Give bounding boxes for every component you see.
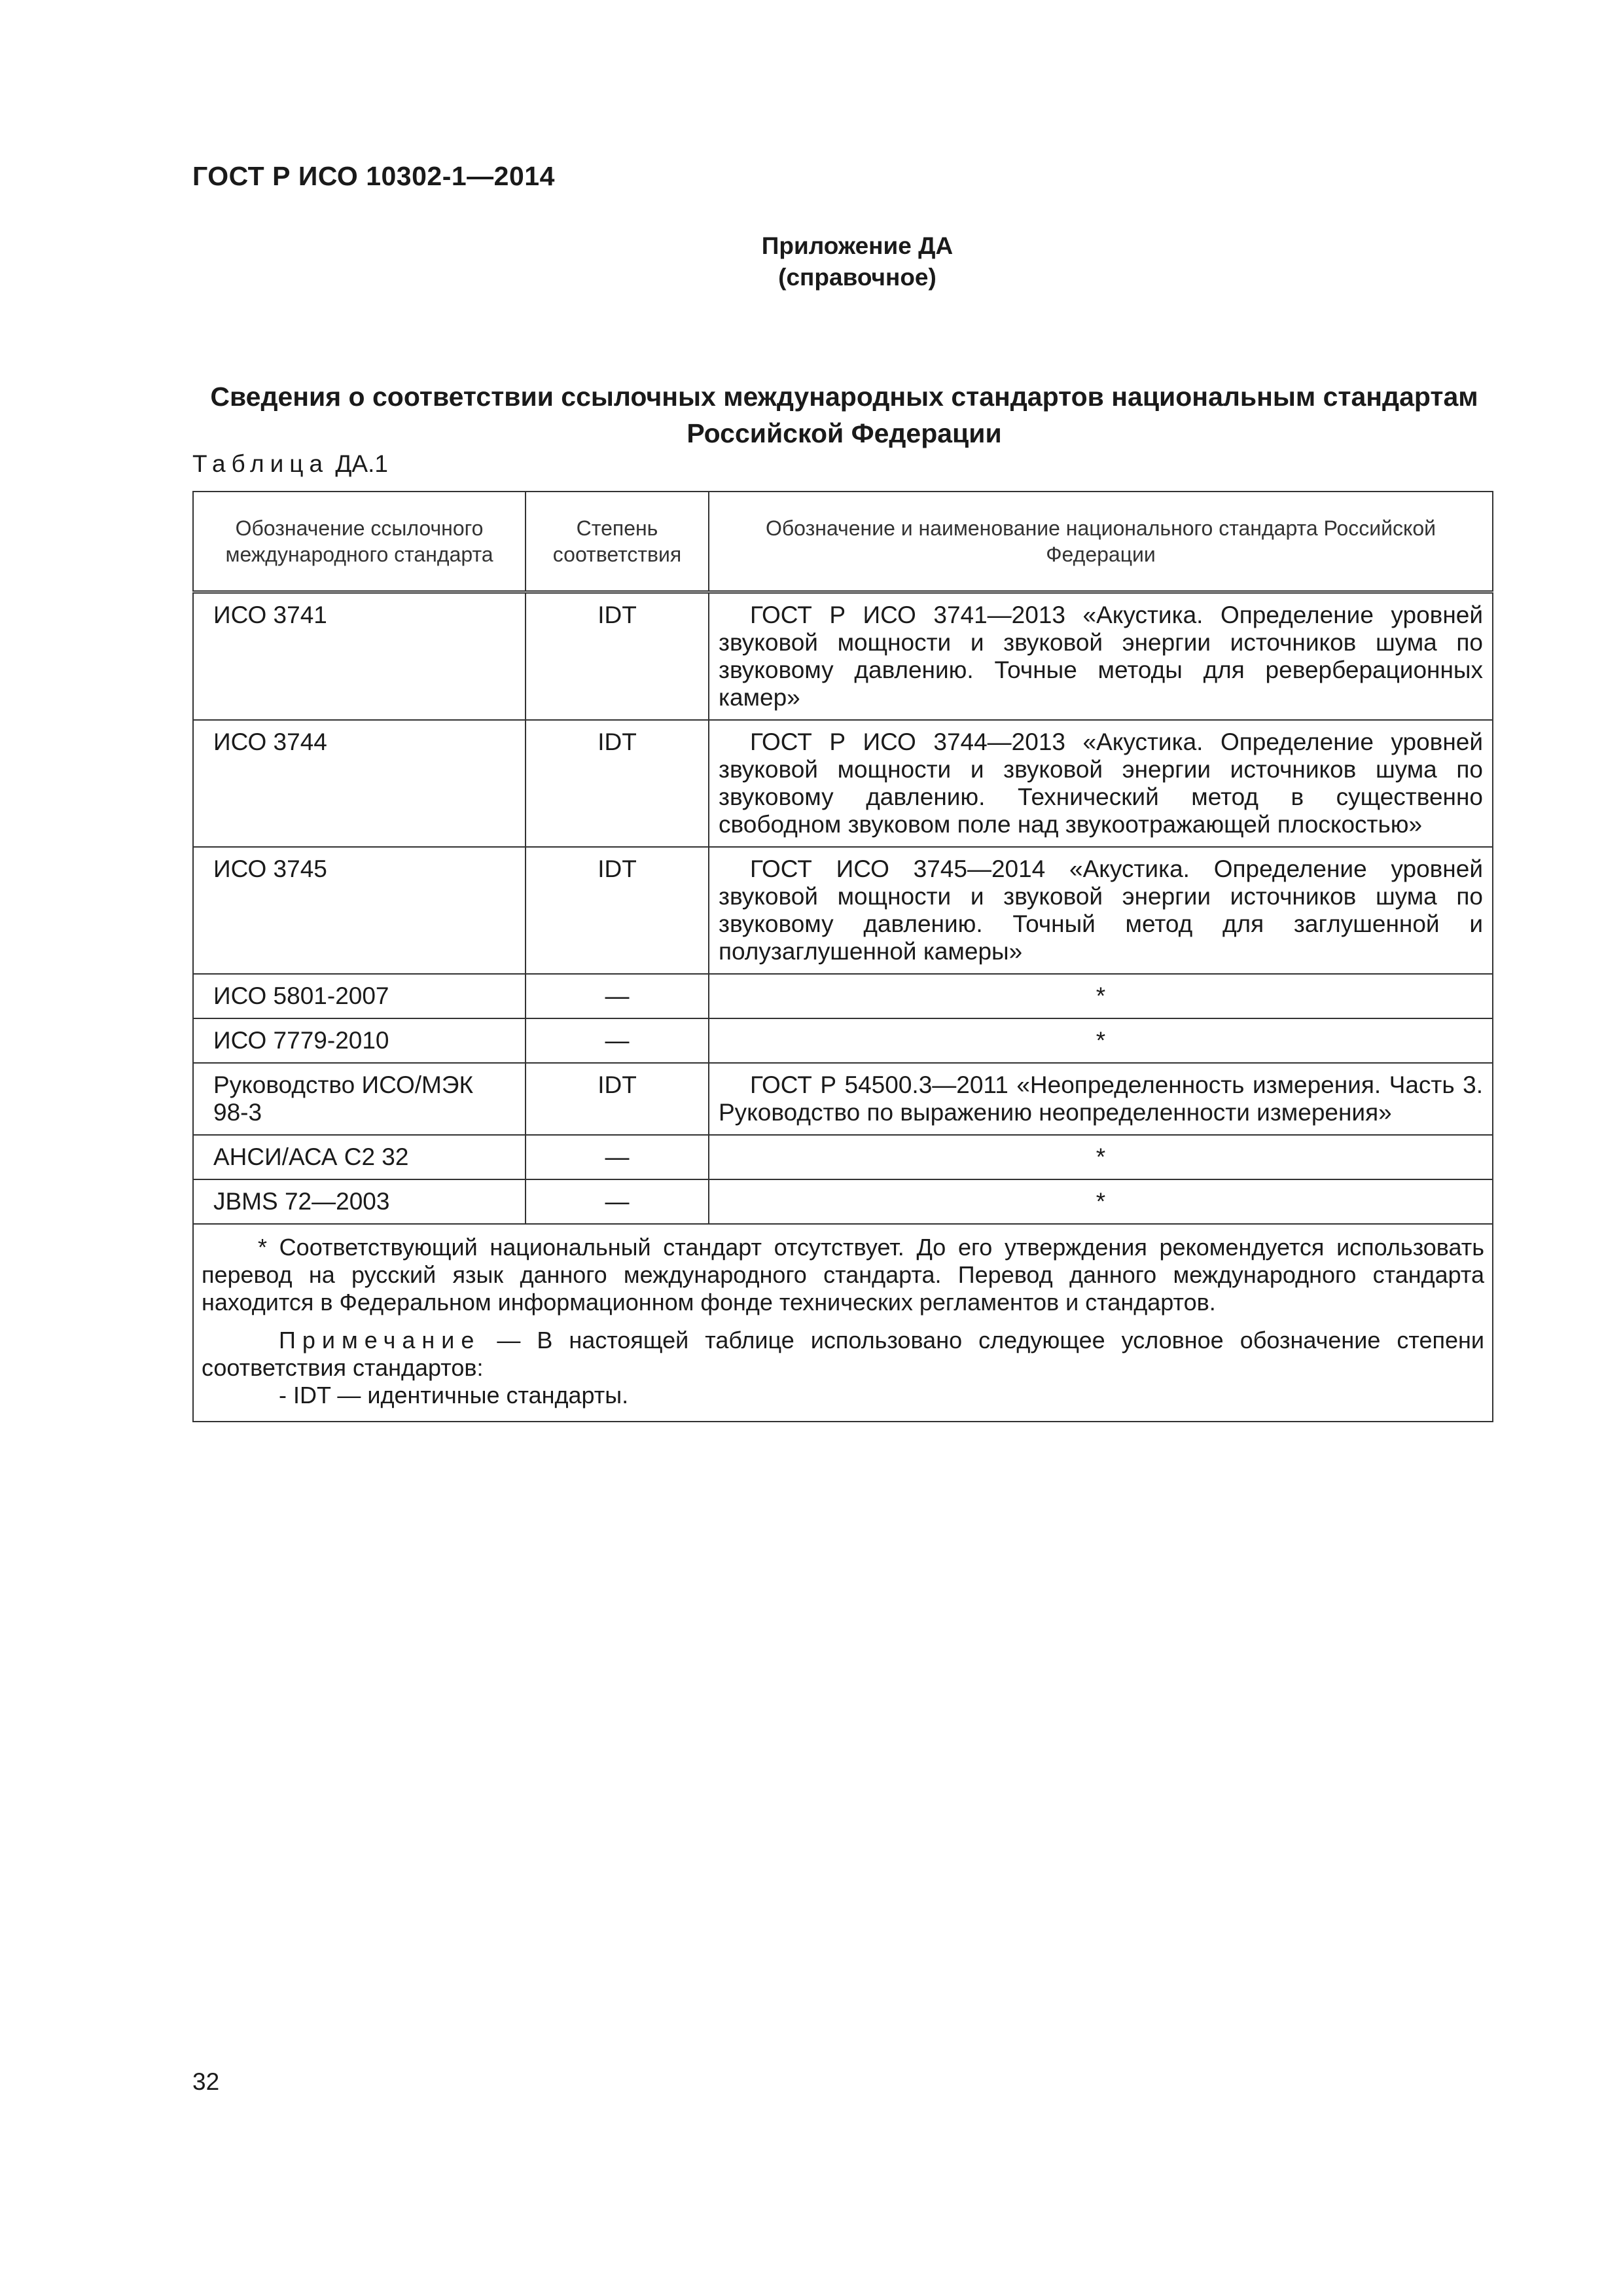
cell-degree: — [526,1179,709,1224]
table-row [193,1018,1493,1063]
table-row [193,974,1493,1018]
cell-degree: IDT [526,720,709,847]
table-header-row [193,492,1493,592]
footnote: * Соответствующий национальный стандарт отсутствует. До его утверждения рекомендуется использовать перевод на русский язык данного международного стандарта. Перевод данного международного стандарта находится в Федеральном информационном фонде технических регламентов и стандартов. [202,1234,1484,1316]
column-header-degree: Степень соответствия [526,492,709,592]
cell-reference: ИСО 5801-2007 [193,974,526,1018]
cell-national: ГОСТ ИСО 3745—2014 «Акустика. Определение уровней звуковой мощности и звуковой энергии источников шума по звуковому давлению. Точный метод для заглушенной и полузаглушенной камеры» [709,847,1493,974]
note-text: — В настоящей таблице использовано следующее условное обозначение степени соответствия стандартов: [202,1327,1484,1381]
appendix-heading [0,230,1623,293]
cell-degree: — [526,1018,709,1063]
table-row [193,720,1493,847]
cell-degree: IDT [526,847,709,974]
table-caption-number: ДА.1 [335,450,388,477]
table-row [193,1063,1493,1135]
appendix-subtitle: (справочное) [778,264,936,291]
cell-reference: ИСО 3744 [193,720,526,847]
cell-reference: ИСО 3741 [193,592,526,721]
cell-degree: IDT [526,1063,709,1135]
column-header-national: Обозначение и наименование национального стандарта Российской Федерации [709,492,1493,592]
appendix-title: Приложение ДА [761,232,954,259]
table-row [193,847,1493,974]
cell-reference: Руководство ИСО/МЭК 98-3 [193,1063,526,1135]
cell-reference: ИСО 3745 [193,847,526,974]
cell-national: * [709,1135,1493,1179]
cell-reference: ИСО 7779-2010 [193,1018,526,1063]
cell-national: ГОСТ Р ИСО 3744—2013 «Акустика. Определение уровней звуковой мощности и звуковой энергии источников шума по звуковому давлению. Технический метод в существенно свободном звуковом поле над звукоотражающей плоскостью» [709,720,1493,847]
cell-national: * [709,1179,1493,1224]
cell-degree: IDT [526,592,709,721]
table-footer-row [193,1224,1493,1422]
cell-reference: JBMS 72—2003 [193,1179,526,1224]
cell-national: ГОСТ Р 54500.3—2011 «Неопределенность измерения. Часть 3. Руководство по выражению неопределенности измерения» [709,1063,1493,1135]
section-title-line-2: Российской Федерации [687,418,1002,448]
document-header: ГОСТ Р ИСО 10302-1—2014 [192,161,555,191]
table-footer [193,1224,1493,1422]
table-row [193,1179,1493,1224]
cell-national: * [709,974,1493,1018]
page-number: 32 [192,2068,220,2095]
column-header-reference: Обозначение ссылочного международного стандарта [193,492,526,592]
note [202,1327,1484,1382]
section-title [192,378,1496,452]
correspondence-table-container [192,491,1492,1422]
cell-degree: — [526,974,709,1018]
section-title-line-1: Сведения о соответствии ссылочных международных стандартов национальным стандартам [210,382,1478,412]
table-row [193,592,1493,721]
cell-national: ГОСТ Р ИСО 3741—2013 «Акустика. Определение уровней звуковой мощности и звуковой энергии источников шума по звуковому давлению. Точные методы для реверберационных камер» [709,592,1493,721]
correspondence-table [192,491,1493,1422]
table-caption [192,450,388,478]
table-row [193,1135,1493,1179]
cell-reference: АНСИ/АСА С2 32 [193,1135,526,1179]
cell-degree: — [526,1135,709,1179]
note-item: - IDT — идентичные стандарты. [279,1382,629,1408]
cell-national: * [709,1018,1493,1063]
note-label: Примечание [279,1327,481,1354]
table-caption-word: Таблица [192,450,329,477]
